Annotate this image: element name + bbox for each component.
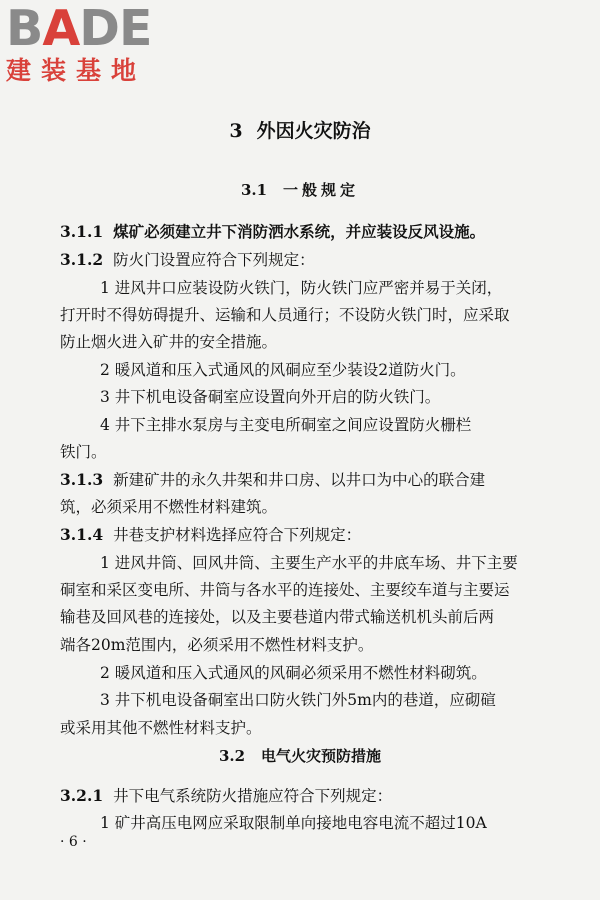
item-line: 4 井下主排水泵房与主变电所硐室之间应设置防火栅栏	[100, 416, 472, 434]
item-line: 2 暖风道和压入式通风的风硐必须采用不燃性材料砌筑。	[100, 664, 487, 682]
body-line: 打开时不得妨碍提升、运输和人员通行；不设防火铁门时，应采取	[60, 306, 510, 324]
clause-line: 3.1.4 井巷支护材料选择应符合下列规定：	[60, 525, 362, 544]
body-line: 铁门。	[60, 443, 107, 461]
item-line: 3 井下机电设备硐室出口防火铁门外5m内的巷道，应砌碹	[100, 691, 496, 709]
item-line: 3 井下机电设备硐室应设置向外开启的防火铁门。	[100, 388, 441, 406]
clause-line: 3.1.3 新建矿井的永久井架和井口房、以井口为中心的联合建	[60, 470, 486, 489]
body-line: 筑，必须采用不燃性材料建筑。	[60, 498, 278, 516]
clause-line: 3.2.1 井下电气系统防火措施应符合下列规定：	[60, 786, 393, 805]
body-line: 硐室和采区变电所、井筒与各水平的连接处、主要绞车道与主要运	[60, 581, 510, 599]
item-line: 1 矿井高压电网应采取限制单向接地电容电流不超过10A	[100, 814, 487, 832]
body-line: 防止烟火进入矿井的安全措施。	[60, 333, 278, 351]
logo-wordmark: BADE	[6, 0, 152, 57]
clause-line: 3.1.2 防火门设置应符合下列规定：	[60, 250, 315, 269]
item-line: 2 暖风道和压入式通风的风硐应至少装设2道防火门。	[100, 361, 466, 379]
section-heading: 3.1 一般规定	[240, 181, 360, 199]
section-heading: 3.2 电气火灾预防措施	[218, 747, 382, 765]
body-line: 或采用其他不燃性材料支护。	[60, 719, 262, 737]
logo-subtitle: 建装基地	[6, 56, 147, 85]
body-line: 输巷及回风巷的连接处，以及主要巷道内带式输送机机头前后两	[60, 608, 495, 626]
chapter-title: 3 外因火灾防治	[229, 120, 371, 142]
page-number: · 6 ·	[60, 834, 87, 850]
item-line: 1 进风井口应装设防火铁门，防火铁门应严密并易于关闭，	[100, 279, 503, 297]
clause-line: 3.1.1 煤矿必须建立井下消防洒水系统，并应装设反风设施。	[60, 222, 486, 241]
item-line: 1 进风井筒、回风井筒、主要生产水平的井底车场、井下主要	[100, 554, 518, 572]
bade-logo	[6, 0, 152, 86]
body-line: 端各20m范围内，必须采用不燃性材料支护。	[60, 636, 374, 654]
